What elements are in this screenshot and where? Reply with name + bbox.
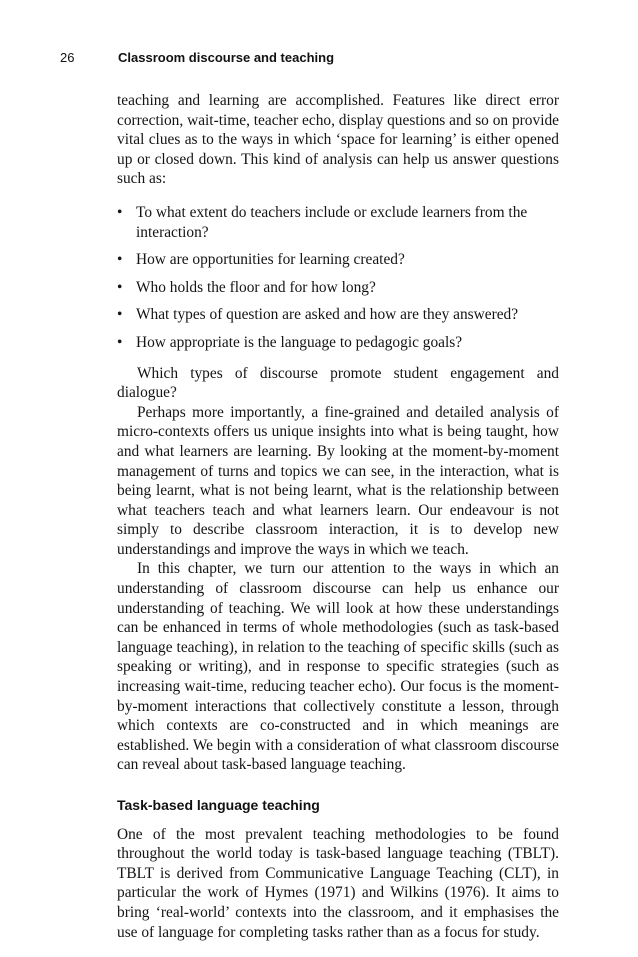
list-item — [117, 250, 559, 270]
bullet-icon: • — [117, 203, 123, 221]
bullet-icon: • — [117, 251, 123, 269]
list-item — [117, 278, 559, 298]
page-body — [117, 91, 559, 942]
body-paragraph: In this chapter, we turn our attention to the ways in which an understanding of classroom discourse can help us enhance our understanding of teaching. We will look at how these understandings can be enhanced in terms of whole methodologies (such as task-based language teaching), in relation to the teaching of specific skills (such as speaking or writing), and in response to specific strategies (such as increasing wait-time, reducing teacher echo). Our focus is the moment-by-moment interactions that collectively constitute a lesson, through which contexts are co-constructed and in which meanings are established. We begin with a consideration of what classroom discourse can reveal about task-based language teaching. — [117, 560, 559, 774]
list-item — [117, 333, 559, 353]
running-title: Classroom discourse and teaching — [118, 50, 335, 65]
list-item — [117, 203, 559, 242]
question-list — [117, 203, 559, 353]
question-text: How appropriate is the language to pedagogic goals? — [136, 333, 463, 351]
page-number: 26 — [60, 50, 75, 65]
intro-paragraph: teaching and learning are accomplished. Features like direct error correction, wait-time, teacher echo, display questions and so on provide vital clues as to the ways in which ‘space for learning’ is either opened up or closed down. This kind of analysis can help us answer questions such as: — [117, 92, 559, 188]
bullet-icon: • — [117, 306, 123, 324]
list-item — [117, 305, 559, 325]
section-heading: Task-based language teaching — [117, 797, 320, 813]
question-text: Who holds the floor and for how long? — [136, 278, 376, 296]
bullet-icon: • — [117, 278, 123, 296]
question-text: To what extent do teachers include or exclude learners from the interaction? — [136, 203, 528, 241]
section-paragraph: One of the most prevalent teaching methodologies to be found throughout the world today is task-based language teaching (TBLT). TBLT is derived from Communicative Language Teaching (CLT), in particular the work of Hymes (1971) and Wilkins (1976). It aims to bring ‘real-world’ contexts into the classroom, and it emphasises the use of language for completing tasks rather than as a focus for study. — [117, 825, 559, 941]
question-text: What types of question are asked and how are they answered? — [136, 306, 519, 324]
question-text: How are opportunities for learning created? — [136, 251, 405, 269]
body-paragraph: Perhaps more importantly, a fine-grained and detailed analysis of micro-contexts offers us unique insights into what is being taught, how and what learners are learning. By looking at the moment-by-moment management of turns and topics we can see, in the interaction, what is being learnt, what is not being learnt, what is the relationship between what teachers teach and what learners learn. Our endeavour is not simply to describe classroom interaction, it is to develop new understandings and improve the ways in which we teach. — [117, 403, 559, 558]
running-header — [60, 50, 578, 68]
body-paragraph: Which types of discourse promote student engagement and dialogue? — [117, 364, 559, 402]
bullet-icon: • — [117, 333, 123, 351]
